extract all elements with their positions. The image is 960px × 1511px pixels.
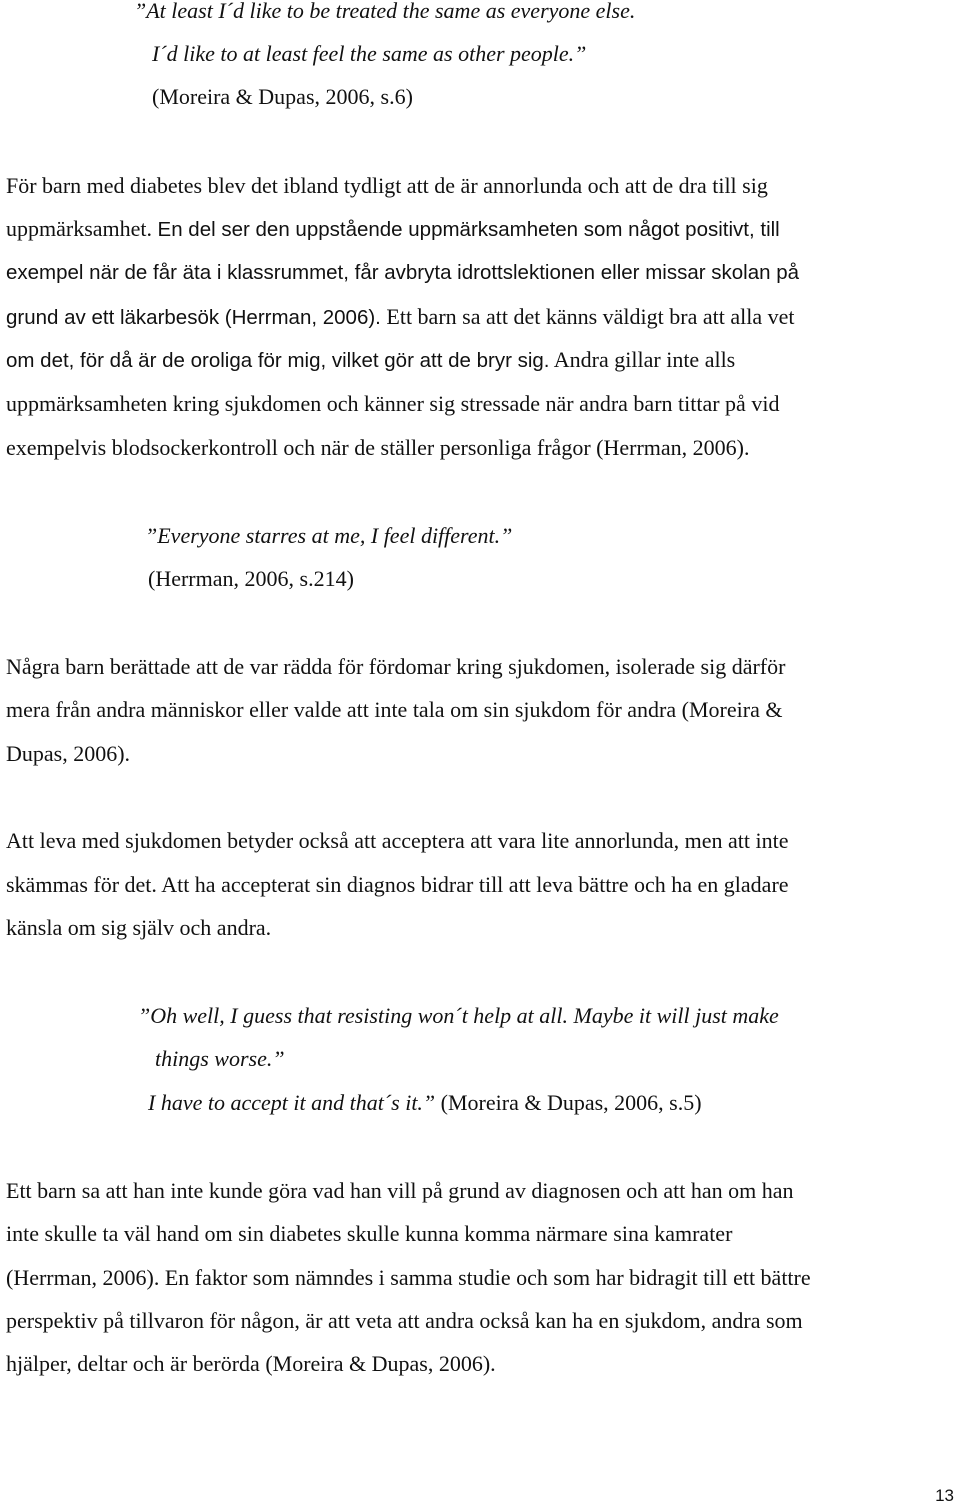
quote3-line3 [148,1088,702,1118]
paragraph1-line4b: Ett barn sa att det känns väldigt bra att alla vet [386,304,795,329]
paragraph4-line3: (Herrman, 2006). En faktor som nämndes i samma studie och som har bidragit till ett bättre [6,1265,811,1290]
quote3-line1: ”Oh well, I guess that resisting won´t help at all. Maybe it will just make [138,1003,779,1028]
quote1-line1: ”At least I´d like to be treated the same as everyone else. [134,0,636,23]
quote2-line1: ”Everyone starres at me, I feel different.” [145,523,513,548]
paragraph1-line5 [6,345,735,376]
paragraph3-line1: Att leva med sjukdomen betyder också att acceptera att vara lite annorlunda, men att inte [6,828,789,853]
paragraph1-line4 [6,302,794,333]
quote2-citation: (Herrman, 2006, s.214) [148,566,354,591]
quote1-citation: (Moreira & Dupas, 2006, s.6) [152,84,413,109]
quote3-line3-text: I have to accept it and that´s it.” [148,1090,436,1115]
paragraph4-line4: perspektiv på tillvaron för någon, är att veta att andra också kan ha en sjukdom, andra som [6,1308,803,1333]
paragraph2-line1: Några barn berättade att de var rädda för fördomar kring sjukdomen, isolerade sig därför [6,654,786,679]
paragraph4-line1: Ett barn sa att han inte kunde göra vad han vill på grund av diagnosen och att han om han [6,1178,794,1203]
page-number: 13 [935,1486,954,1505]
paragraph4-line5: hjälper, deltar och är berörda (Moreira & Dupas, 2006). [6,1351,496,1376]
paragraph1-line6: uppmärksamheten kring sjukdomen och känner sig stressade när andra barn tittar på vid [6,391,780,416]
paragraph1-line7: exempelvis blodsockerkontroll och när de ställer personliga frågor (Herrman, 2006). [6,435,750,460]
paragraph1-line5a: om det, för då är de oroliga för mig, vilket gör att de bryr sig. [6,349,550,372]
paragraph2-line3: Dupas, 2006). [6,741,131,766]
quote3-citation: (Moreira & Dupas, 2006, s.5) [440,1090,702,1115]
quote1-line2: I´d like to at least feel the same as other people.” [152,41,587,66]
paragraph2-line2: mera från andra människor eller valde att inte tala om sin sjukdom för andra (Moreira & [6,697,783,722]
paragraph1-line3: exempel när de får äta i klassrummet, får avbryta idrottslektionen eller missar skolan på [6,261,800,284]
quote3-line2: things worse.” [155,1046,285,1071]
paragraph1-line5b: Andra gillar inte alls [553,347,736,372]
paragraph1-line4a: grund av ett läkarbesök (Herrman, 2006). [6,306,381,329]
paragraph3-line2: skämmas för det. Att ha accepterat sin diagnos bidrar till att leva bättre och ha en gladare [6,872,789,897]
paragraph3-line3: känsla om sig själv och andra. [6,915,272,940]
paragraph1-line1: För barn med diabetes blev det ibland tydligt att de är annorlunda och att de dra till sig [6,173,768,198]
paragraph4-line2: inte skulle ta väl hand om sin diabetes skulle kunna komma närmare sina kamrater [6,1221,733,1246]
paragraph1-line2 [6,214,780,245]
paragraph1-line2a: uppmärksamhet. [6,216,153,241]
paragraph1-line2b: En del ser den uppstående uppmärksamheten som något positivt, till [157,218,780,241]
